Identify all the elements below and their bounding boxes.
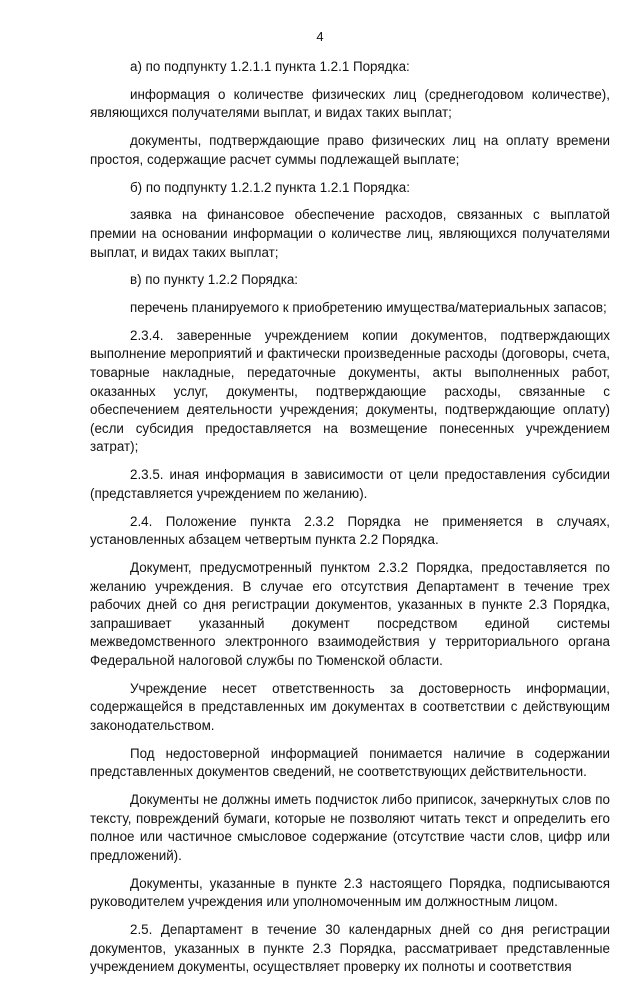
page-number: 4 xyxy=(316,29,324,44)
paragraph: 2.3.4. заверенные учреждением копии документов, подтверждающих выполнение мероприятий и фактически произведенные расходы (договоры, счета, товарные накладные, передаточные документы, акты выполненных работ, оказанных услуг, документы, подтверждающие расходы, связанные с обеспечением деятельности учреждения; документы, подтверждающие оплату) (если субсидия предоставляется на возмещение понесенных учреждением затрат); xyxy=(90,327,610,455)
paragraph: в) по пункту 1.2.2 Порядка: xyxy=(130,272,299,288)
document-body xyxy=(90,58,610,986)
paragraph: Документ, предусмотренный пунктом 2.3.2 Порядка, предоставляется по желанию учреждения. В случае его отсутствия Департамент в течение трех рабочих дней со дня регистрации документов, указанных в пункте 2.3 Порядка, запрашивает указанный документ посредством единой системы межведомственного электронного взаимодействия у территориального органа Федеральной налоговой службы по Тюменской области. xyxy=(90,559,610,668)
paragraph: б) по подпункту 1.2.1.2 пункта 1.2.1 Порядка: xyxy=(130,179,410,195)
paragraph: документы, подтверждающие право физических лиц на оплату времени простоя, содержащие расчет суммы подлежащей выплате; xyxy=(90,133,610,167)
paragraph: Учреждение несет ответственность за достоверность информации, содержащейся в представленных им документах в соответствии с действующим законодательством. xyxy=(90,680,610,733)
paragraph: Под недостоверной информацией понимается наличие в содержании представленных документов сведений, не соответствующих действительности. xyxy=(90,745,610,780)
paragraph: информация о количестве физических лиц (среднегодовом количестве), являющихся получателями выплат, и видах таких выплат; xyxy=(90,86,610,121)
paragraph: 2.5. Департамент в течение 30 календарных дней со дня регистрации документов, указанных в пункте 2.3 Порядка, рассматривает представленные учреждением документы, осуществляет проверку их полноты и соответствия xyxy=(90,921,610,975)
paragraph: заявка на финансовое обеспечение расходов, связанных с выплатой премии на основании информации о количестве лиц, являющихся получателями выплат, и видах таких выплат; xyxy=(90,207,610,260)
paragraph: перечень планируемого к приобретению имущества/материальных запасов; xyxy=(130,300,607,316)
paragraph: Документы, указанные в пункте 2.3 настоящего Порядка, подписываются руководителем учреждения или уполномоченным им должностным лицом. xyxy=(90,875,610,910)
paragraph: 2.3.5. иная информация в зависимости от цели предоставления субсидии (представляется учреждением по желанию). xyxy=(90,467,610,501)
paragraph: Документы не должны иметь подчисток либо приписок, зачеркнутых слов по тексту, повреждений бумаги, которые не позволяют читать текст и определить его полное или частичное смысловое содержание (отсутствие части слов, цифр или предложений). xyxy=(90,792,610,863)
paragraph: 2.4. Положение пункта 2.3.2 Порядка не применяется в случаях, установленных абзацем четвертым пункта 2.2 Порядка. xyxy=(90,513,610,548)
paragraph: а) по подпункту 1.2.1.1 пункта 1.2.1 Порядка: xyxy=(130,59,410,74)
